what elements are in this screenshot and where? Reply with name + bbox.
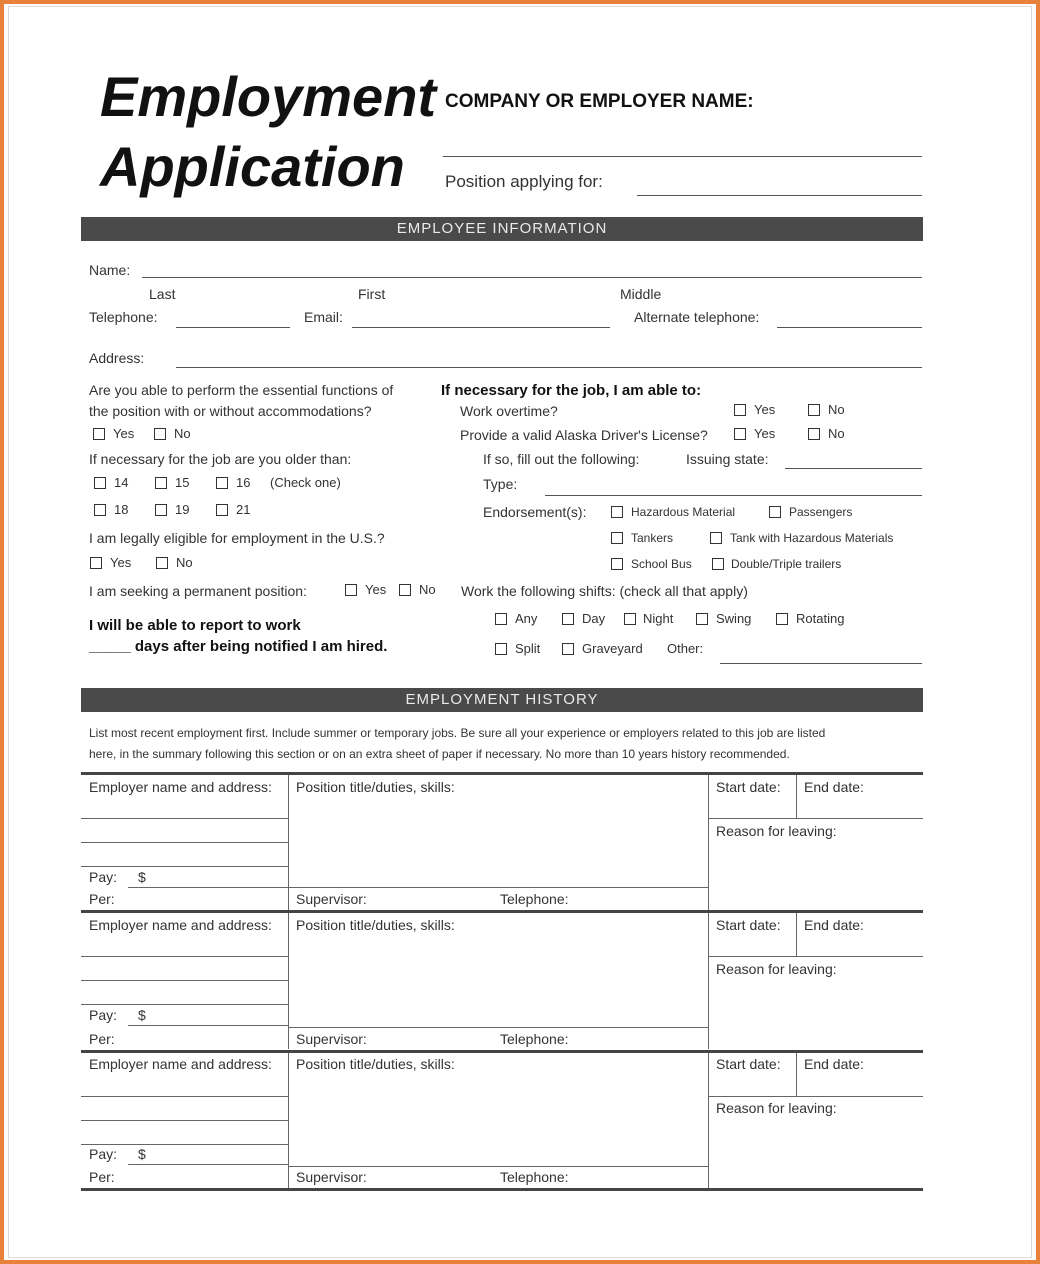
endorse-passengers-checkbox[interactable]	[769, 506, 781, 518]
name-first-label: First	[358, 286, 386, 302]
age-15-checkbox[interactable]	[155, 477, 167, 489]
license-label: Provide a valid Alaska Driver's License?	[460, 427, 708, 443]
shift-split-label: Split	[515, 641, 541, 656]
employer-telephone-label: Telephone:	[500, 1169, 569, 1185]
age-14-checkbox[interactable]	[94, 477, 106, 489]
start-date-label: Start date:	[716, 917, 781, 933]
supervisor-row-divider	[288, 1166, 708, 1167]
end-date-label: End date:	[804, 779, 864, 795]
shift-swing-label: Swing	[716, 611, 752, 626]
shifts-label: Work the following shifts: (check all that apply)	[461, 583, 748, 599]
supervisor-label: Supervisor:	[296, 891, 367, 907]
date-row-divider	[708, 956, 923, 957]
supervisor-row-divider	[288, 887, 708, 888]
age-18-checkbox[interactable]	[94, 504, 106, 516]
col-divider	[796, 1053, 797, 1096]
position-duties-label: Position title/duties, skills:	[296, 917, 455, 933]
q-essential-line2: the position with or without accommodations?	[89, 403, 372, 419]
overtime-label: Work overtime?	[460, 403, 558, 419]
shift-night-checkbox[interactable]	[624, 613, 636, 625]
q-legal-eligible: I am legally eligible for employment in the U.S.?	[89, 530, 385, 546]
supervisor-row-divider	[288, 1027, 708, 1028]
telephone-field[interactable]	[176, 327, 290, 328]
history-instructions-line1: List most recent employment first. Include summer or temporary jobs. Be sure all your experience or employers related to this job are listed	[89, 726, 826, 740]
endorse-tank-hazmat-checkbox[interactable]	[710, 532, 722, 544]
position-label: Position applying for:	[445, 172, 603, 191]
overtime-no-checkbox[interactable]	[808, 404, 820, 416]
company-label: COMPANY OR EMPLOYER NAME:	[445, 91, 754, 112]
employer-label: Employer name and address:	[89, 1056, 272, 1072]
q-older-than: If necessary for the job are you older than:	[89, 451, 352, 467]
pay-label: Pay:	[89, 1146, 118, 1162]
col-divider	[288, 913, 289, 1049]
address-field[interactable]	[176, 367, 922, 368]
employer-address-field[interactable]	[81, 842, 288, 843]
alt-telephone-field[interactable]	[777, 327, 922, 328]
start-date-label: Start date:	[716, 1056, 781, 1072]
endorse-tank-hazmat-label: Tank with Hazardous Materials	[730, 531, 894, 545]
col-divider	[796, 913, 797, 956]
pay-field[interactable]	[128, 1025, 288, 1026]
title-employment: Employment	[100, 65, 437, 128]
employer-telephone-label: Telephone:	[500, 891, 569, 907]
license-yes-label: Yes	[754, 426, 776, 441]
col-divider	[796, 775, 797, 818]
legal-yes-label: Yes	[110, 555, 132, 570]
type-field[interactable]	[545, 495, 922, 496]
end-date-label: End date:	[804, 917, 864, 933]
email-label: Email:	[304, 309, 343, 325]
col-divider	[708, 913, 709, 1049]
pay-dollar: $	[138, 1146, 146, 1162]
age-16-checkbox[interactable]	[216, 477, 228, 489]
shift-graveyard-checkbox[interactable]	[562, 643, 574, 655]
start-date-label: Start date:	[716, 779, 781, 795]
position-field[interactable]	[637, 195, 922, 196]
overtime-yes-label: Yes	[754, 402, 776, 417]
shift-day-label: Day	[582, 611, 606, 626]
name-middle-label: Middle	[620, 286, 662, 302]
age-16-label: 16	[236, 475, 251, 490]
employer-address-field[interactable]	[81, 818, 288, 819]
issuing-state-label: Issuing state:	[686, 451, 769, 467]
permanent-yes-label: Yes	[365, 582, 387, 597]
pay-field[interactable]	[128, 1164, 288, 1165]
age-21-checkbox[interactable]	[216, 504, 228, 516]
issuing-state-field[interactable]	[785, 468, 922, 469]
permanent-no-label: No	[419, 582, 436, 597]
employer-address-field[interactable]	[81, 866, 288, 867]
address-label: Address:	[89, 350, 145, 366]
reason-leaving-label: Reason for leaving:	[716, 823, 837, 839]
shift-day-checkbox[interactable]	[562, 613, 574, 625]
endorse-tankers-label: Tankers	[631, 531, 674, 545]
employer-address-field[interactable]	[81, 956, 288, 957]
position-duties-label: Position title/duties, skills:	[296, 779, 455, 795]
block-bottom-rule	[81, 1188, 923, 1191]
reason-leaving-label: Reason for leaving:	[716, 961, 837, 977]
shift-other-field[interactable]	[720, 663, 922, 664]
license-yes-checkbox[interactable]	[734, 428, 746, 440]
shift-night-label: Night	[643, 611, 674, 626]
overtime-yes-checkbox[interactable]	[734, 404, 746, 416]
shift-swing-checkbox[interactable]	[696, 613, 708, 625]
date-row-divider	[708, 1096, 923, 1097]
per-label: Per:	[89, 891, 115, 907]
employer-label: Employer name and address:	[89, 917, 272, 933]
endorse-double-triple-checkbox[interactable]	[712, 558, 724, 570]
age-19-label: 19	[175, 502, 190, 517]
age-18-label: 18	[114, 502, 129, 517]
license-no-checkbox[interactable]	[808, 428, 820, 440]
endorse-passengers-label: Passengers	[789, 505, 853, 519]
end-date-label: End date:	[804, 1056, 864, 1072]
title-application: Application	[100, 135, 405, 198]
endorse-hazmat-label: Hazardous Material	[631, 505, 736, 519]
essential-yes-checkbox[interactable]	[93, 428, 105, 440]
endorse-tankers-checkbox[interactable]	[611, 532, 623, 544]
legal-no-checkbox[interactable]	[156, 557, 168, 569]
company-name-field[interactable]	[443, 156, 922, 157]
employer-telephone-label: Telephone:	[500, 1031, 569, 1047]
alt-telephone-label: Alternate telephone:	[634, 309, 760, 325]
overtime-no-label: No	[828, 402, 845, 417]
q-essential-line1: Are you able to perform the essential functions of	[89, 382, 394, 398]
report-line1: I will be able to report to work	[89, 617, 301, 634]
name-field[interactable]	[142, 277, 922, 278]
essential-no-checkbox[interactable]	[154, 428, 166, 440]
employer-address-field[interactable]	[81, 980, 288, 981]
age-21-label: 21	[236, 502, 251, 517]
legal-no-label: No	[176, 555, 193, 570]
pay-field[interactable]	[128, 887, 288, 888]
shift-rotating-checkbox[interactable]	[776, 613, 788, 625]
employer-label: Employer name and address:	[89, 779, 272, 795]
email-field[interactable]	[352, 327, 610, 328]
date-row-divider	[708, 818, 923, 819]
shift-split-checkbox[interactable]	[495, 643, 507, 655]
name-last-label: Last	[149, 286, 176, 302]
per-label: Per:	[89, 1031, 115, 1047]
pay-label: Pay:	[89, 869, 118, 885]
shift-any-checkbox[interactable]	[495, 613, 507, 625]
age-15-label: 15	[175, 475, 190, 490]
col-divider	[288, 1053, 289, 1189]
legal-yes-checkbox[interactable]	[90, 557, 102, 569]
supervisor-label: Supervisor:	[296, 1031, 367, 1047]
pay-dollar: $	[138, 869, 146, 885]
employer-address-field[interactable]	[81, 1004, 288, 1005]
shift-rotating-label: Rotating	[796, 611, 845, 626]
section-employment-history: EMPLOYMENT HISTORY	[81, 688, 923, 712]
shift-graveyard-label: Graveyard	[582, 641, 643, 656]
permanent-yes-checkbox[interactable]	[345, 584, 357, 596]
supervisor-label: Supervisor:	[296, 1169, 367, 1185]
report-line2: _____ days after being notified I am hired.	[89, 638, 388, 655]
telephone-label: Telephone:	[89, 309, 158, 325]
type-label: Type:	[483, 476, 518, 492]
col-divider	[708, 775, 709, 911]
essential-yes-label: Yes	[113, 426, 135, 441]
endorse-schoolbus-label: School Bus	[631, 557, 692, 571]
employer-address-field[interactable]	[81, 1096, 288, 1097]
employer-address-field[interactable]	[81, 1120, 288, 1121]
check-one-note: (Check one)	[270, 475, 341, 490]
endorsements-label: Endorsement(s):	[483, 504, 587, 520]
shift-other-label: Other:	[667, 641, 704, 656]
per-label: Per:	[89, 1169, 115, 1185]
position-duties-label: Position title/duties, skills:	[296, 1056, 455, 1072]
age-19-checkbox[interactable]	[155, 504, 167, 516]
pay-dollar: $	[138, 1007, 146, 1023]
shift-any-label: Any	[515, 611, 538, 626]
job-able-heading: If necessary for the job, I am able to:	[441, 382, 702, 399]
permanent-no-checkbox[interactable]	[399, 584, 411, 596]
endorse-double-triple-label: Double/Triple trailers	[731, 557, 842, 571]
essential-no-label: No	[174, 426, 191, 441]
col-divider	[708, 1053, 709, 1189]
age-14-label: 14	[114, 475, 129, 490]
endorse-hazmat-checkbox[interactable]	[611, 506, 623, 518]
section-employee-information: EMPLOYEE INFORMATION	[81, 217, 923, 241]
endorse-schoolbus-checkbox[interactable]	[611, 558, 623, 570]
reason-leaving-label: Reason for leaving:	[716, 1100, 837, 1116]
col-divider	[288, 775, 289, 911]
if-so-label: If so, fill out the following:	[483, 451, 640, 467]
name-label: Name:	[89, 262, 131, 278]
employer-address-field[interactable]	[81, 1144, 288, 1145]
pay-label: Pay:	[89, 1007, 118, 1023]
license-no-label: No	[828, 426, 845, 441]
q-permanent: I am seeking a permanent position:	[89, 583, 307, 599]
history-instructions-line2: here, in the summary following this section or on an extra sheet of paper if necessary. No more than 10 years history recommended.	[89, 747, 790, 761]
